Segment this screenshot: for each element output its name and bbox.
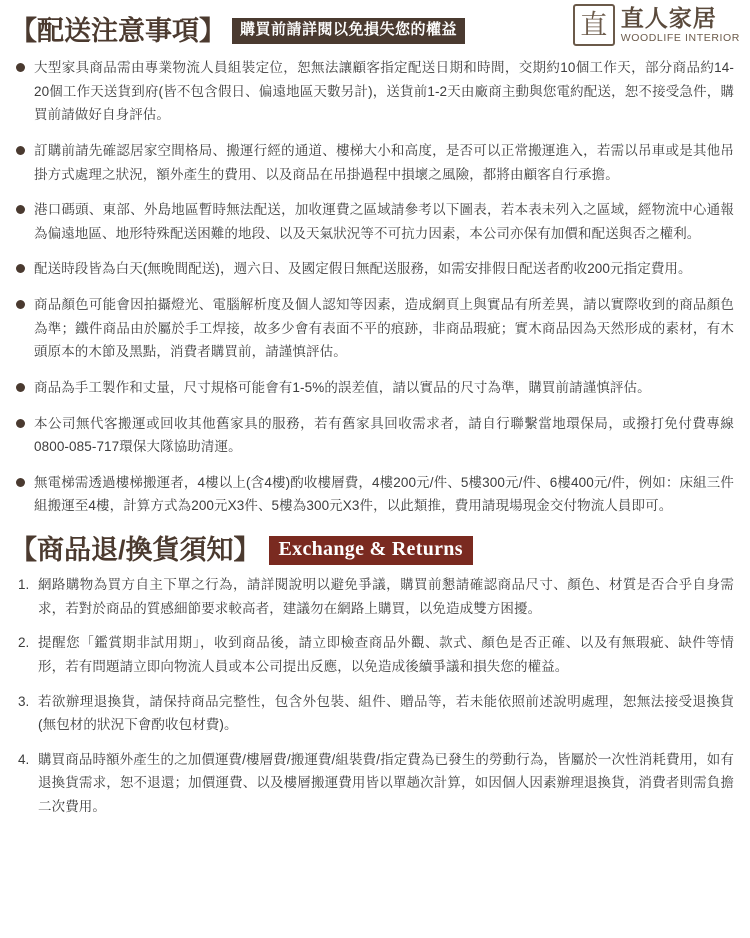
exchange-title: 【商品退/換貨須知】 xyxy=(10,535,261,565)
shipping-note-text: 港口碼頭、東部、外島地區暫時無法配送，加收運費之區域請參考以下圖表，若本表未列入之區域，經物流中心通報為偏遠地區、地形特殊配送困難的地段、以及天氣狀況等不可抗力因素，本公司亦保有加價和配送與否之權利。 xyxy=(34,202,734,241)
list-number: 3. xyxy=(18,693,30,709)
bullet-dot-icon xyxy=(16,383,25,392)
header-banner: 購買前請詳閱以免損失您的權益 xyxy=(232,18,465,44)
list-item xyxy=(16,293,734,364)
document-header xyxy=(0,0,750,52)
list-item xyxy=(16,376,734,400)
bullet-dot-icon xyxy=(16,63,25,72)
list-item xyxy=(16,412,734,459)
exchange-item-text: 購買商品時額外產生的之加價運費/樓層費/搬運費/組裝費/指定費為已發生的勞動行為，皆屬於一次性消耗費用，如有退換貨需求，恕不退還；加價運費、以及樓層搬運費用皆以單趟次計算，如因個人因素辦理退換貨，消費者則需負擔二次費用。 xyxy=(38,751,734,814)
exchange-banner: Exchange & Returns xyxy=(269,536,473,565)
list-item xyxy=(18,631,734,678)
shipping-note-text: 大型家具商品需由專業物流人員組裝定位，恕無法讓顧客指定配送日期和時間，交期約10個工作天，部分商品約14-20個工作天送貨到府(皆不包含假日、偏遠地區天數另計)，送貨前1-2天由廠商主動與您電約配送，恕不接受急件，購買前請做好自身評估。 xyxy=(34,60,734,123)
shipping-note-text: 無電梯需透過樓梯搬運者，4樓以上(含4樓)酌收樓層費，4樓200元/件、5樓300元/件、6樓400元/件，例如：床組三件組搬運至4樓，計算方式為200元X3件、5樓為300元X3件，以此類推，費用請現場現金交付物流人員即可。 xyxy=(34,474,734,514)
logo-mark-icon xyxy=(573,4,615,46)
list-item xyxy=(16,471,734,518)
logo-name-en: WOODLIFE INTERIOR xyxy=(620,31,740,44)
logo-text xyxy=(620,4,740,44)
shipping-note-text: 商品顏色可能會因拍攝燈光、電腦解析度及個人認知等因素，造成網頁上與實品有所差異，請以實際收到的商品顏色為準；鐵件商品由於屬於手工焊接，故多少會有表面不平的痕跡，非商品瑕疵；實木商品因為天然形成的素材，有木頭原本的木節及黑點，消費者購買前，請謹慎評估。 xyxy=(34,297,734,360)
list-number: 4. xyxy=(18,751,30,767)
list-item xyxy=(16,257,734,281)
exchange-item-text: 若欲辦理退換貨，請保持商品完整性，包含外包裝、組件、贈品等，若未能依照前述說明處理，恕無法接受退換貨(無包材的狀況下會酌收包材費)。 xyxy=(38,693,734,733)
logo-glyph: 直 xyxy=(580,9,608,41)
shipping-note-text: 商品為手工製作和丈量，尺寸規格可能會有1-5%的誤差值，請以實品的尺寸為準，購買前請謹慎評估。 xyxy=(34,379,651,395)
list-item xyxy=(18,748,734,819)
list-item xyxy=(18,690,734,737)
bullet-dot-icon xyxy=(16,478,25,487)
bullet-dot-icon xyxy=(16,205,25,214)
exchange-item-text: 網路購物為買方自主下單之行為，請詳閱說明以避免爭議，購買前懇請確認商品尺寸、顏色、材質是否合乎自身需求，若對於商品的質感細節要求較高者，建議勿在網路上購買，以免造成雙方困擾。 xyxy=(38,577,734,616)
shipping-note-text: 本公司無代客搬運或回收其他舊家具的服務，若有舊家具回收需求者，請自行聯繫當地環保局，或撥打免付費專線0800-085-717環保大隊協助清運。 xyxy=(34,415,734,455)
list-number: 2. xyxy=(18,635,30,651)
shipping-title-block xyxy=(10,15,465,46)
exchange-section-header xyxy=(0,530,750,573)
page-title: 【配送注意事項】 xyxy=(10,15,226,46)
exchange-item-text: 提醒您「鑑賞期非試用期」，收到商品後，請立即檢查商品外觀、款式、顏色是否正確、以及有無瑕疵、缺件等情形，若有問題請立即向物流人員或本公司提出反應，以免造成後續爭議和損失您的權益。 xyxy=(38,635,734,674)
list-number: 1. xyxy=(18,577,30,592)
shipping-note-text: 訂購前請先確認居家空間格局、搬運行經的通道、樓梯大小和高度，是否可以正常搬運進入，若需以吊車或是其他吊掛方式處理之狀況，額外產生的費用、以及商品在吊掛過程中損壞之風險，都將由顧客自行承擔。 xyxy=(34,142,734,182)
bullet-dot-icon xyxy=(16,419,25,428)
bullet-dot-icon xyxy=(16,264,25,273)
bullet-dot-icon xyxy=(16,300,25,309)
logo-name-cn: 直人家居 xyxy=(620,4,717,31)
list-item xyxy=(16,56,734,127)
shipping-notes-list xyxy=(0,52,750,518)
list-item xyxy=(16,198,734,245)
brand-logo xyxy=(573,4,740,46)
list-item xyxy=(16,139,734,186)
bullet-dot-icon xyxy=(16,146,25,155)
exchange-items-list xyxy=(0,573,750,819)
shipping-note-text: 配送時段皆為白天(無晚間配送)，週六日、及國定假日無配送服務，如需安排假日配送者酌收200元指定費用。 xyxy=(34,261,692,277)
list-item xyxy=(18,573,734,620)
